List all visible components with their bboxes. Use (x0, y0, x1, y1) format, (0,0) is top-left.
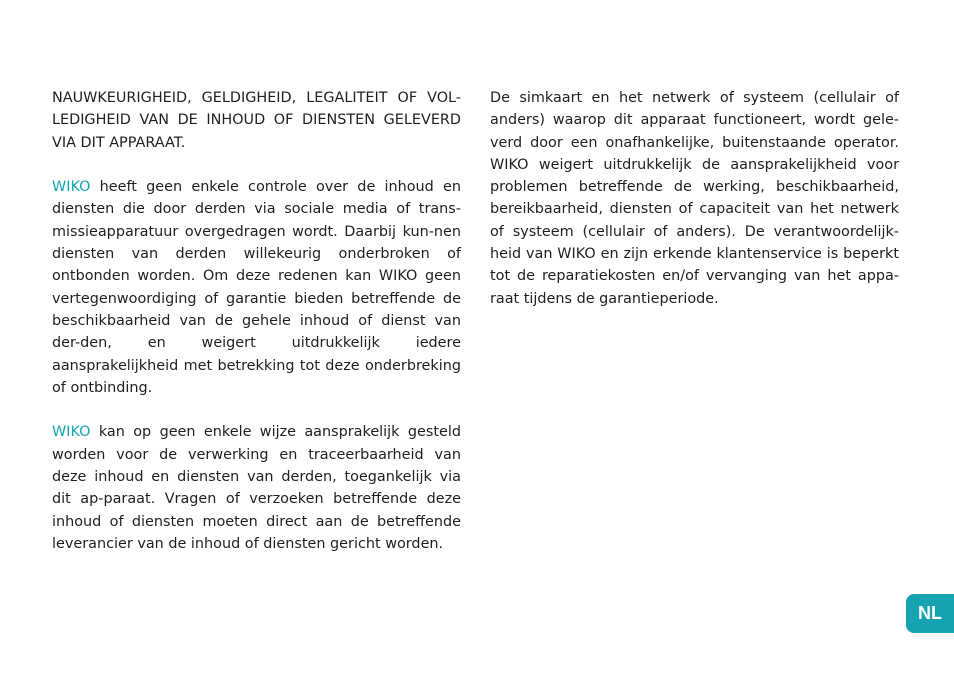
paragraph-text: kan op geen enkele wijze aansprakelijk gesteld worden voor de verwerking en traceerbaarheid van deze inhoud en diensten van derden, toegankelijk via dit ap-paraat. Vragen of verzoeken betreffende deze inhoud of diensten moeten direct aan de betreffende leverancier van de inhoud of diensten gericht worden. (52, 424, 461, 552)
brand-name: WIKO (52, 424, 91, 441)
paragraph-content-control (52, 176, 461, 399)
paragraph-text: heeft geen enkele controle over de inhoud en diensten die door derden via sociale media of trans-missieapparatuur overgedragen wordt. Daarbij kun-nen diensten van derden willekeurig onderbroken of ontbonden worden. Om deze redenen kan WIKO geen vertegenwoordiging of garantie bieden betreffende de beschikbaarheid van de gehele inhoud of dienst van der-den, en weigert uitdrukkelijk iedere aansprakelijkheid met betrekking tot deze onderbreking of ontbinding. (52, 179, 461, 396)
paragraph-sim-network: De simkaart en het netwerk of systeem (cellulair of anders) waarop dit apparaat functioneert, wordt gele-verd door een onafhankelijke, buitenstaande operator. WIKO weigert uitdrukkelijk de aansprakelijkheid voor problemen betreffende de werking, beschikbaarheid, bereikbaarheid, diensten of capaciteit van het netwerk of systeem (cellulair of anders). De verantwoordelijk-heid van WIKO en zijn erkende klantenservice is beperkt tot de reparatiekosten en/of vervanging van het appa-raat tijdens de garantieperiode. (490, 90, 899, 307)
paragraph-liability (52, 421, 461, 555)
left-column (52, 87, 461, 578)
right-column (490, 87, 899, 332)
brand-name: WIKO (52, 179, 91, 196)
section-heading: NAUWKEURIGHEID, GELDIGHEID, LEGALITEIT OF VOL-LEDIGHEID VAN DE INHOUD OF DIENSTEN GELEVERD VIA DIT APPARAAT. (52, 90, 461, 151)
language-tab: NL (906, 594, 954, 633)
